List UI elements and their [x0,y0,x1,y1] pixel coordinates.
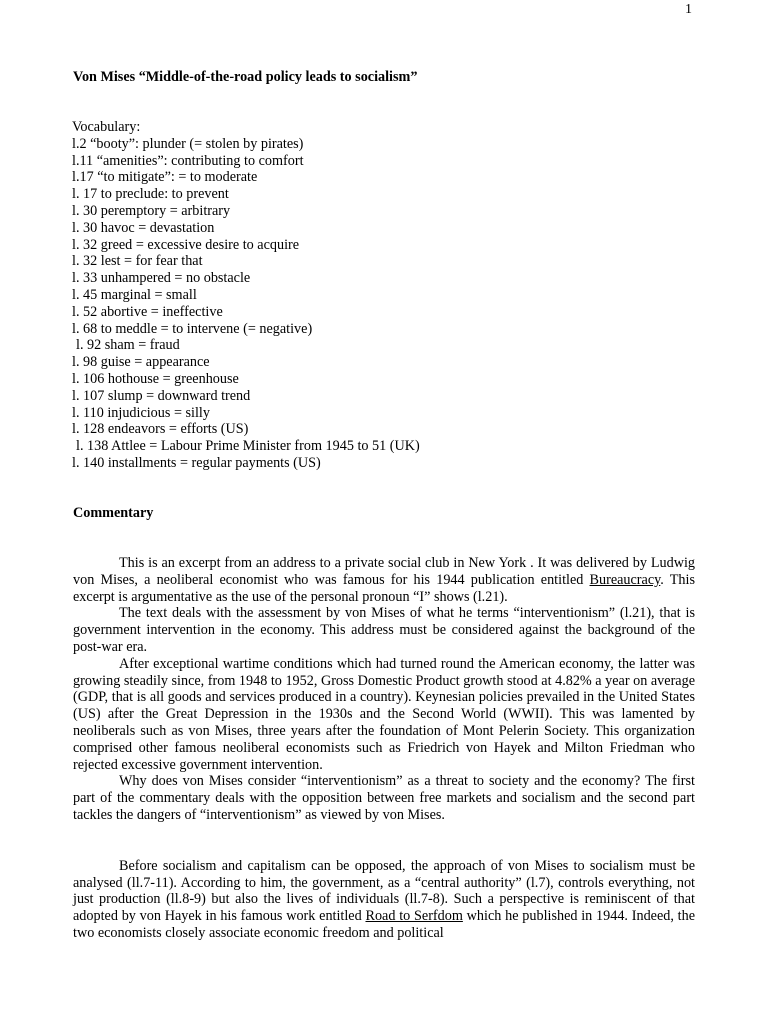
paragraph [73,858,695,942]
vocab-item: l. 52 abortive = ineffective [72,303,223,320]
book-title-bureaucracy: Bureaucracy [589,571,661,588]
vocab-item: l.2 “booty”: plunder (= stolen by pirates) [72,135,304,152]
paragraph-spacer [73,824,695,858]
vocab-item: l. 45 marginal = small [72,286,197,303]
vocab-item: l. 106 hothouse = greenhouse [72,370,239,387]
vocabulary-section [72,119,420,472]
commentary-body [73,555,695,942]
vocab-item: l. 32 lest = for fear that [72,253,203,270]
vocab-item: l. 30 peremptory = arbitrary [72,202,231,219]
vocab-item: l. 140 installments = regular payments (US) [72,454,321,471]
vocab-item: l. 107 slump = downward trend [72,387,251,404]
vocab-item: l. 17 to preclude: to prevent [72,186,229,203]
vocab-item: l. 33 unhampered = no obstacle [72,270,251,287]
vocabulary-heading: Vocabulary: [72,119,141,135]
vocab-item: l.17 “to mitigate”: = to moderate [72,169,258,186]
vocab-item: l. 110 injudicious = silly [72,404,210,421]
vocab-item: l. 128 endeavors = efforts (US) [72,421,249,438]
paragraph: The text deals with the assessment by von Mises of what he terms “interventionism” (l.21), that is government intervention in the economy. This address must be considered against the background of the post-war era. [73,605,695,655]
paragraph: Why does von Mises consider “interventionism” as a threat to society and the economy? The first part of the commentary deals with the opposition between free markets and socialism and the second part tackles the dangers of “interventionism” as viewed by von Mises. [73,773,695,823]
paragraph: After exceptional wartime conditions which had turned round the American economy, the latter was growing steadily since, from 1948 to 1952, Gross Domestic Product growth stood at 4.82% a year on average (GDP, that is all goods and services produced in a country). Keynesian policies prevailed in the United States (US) after the Great Depression in the 1930s and the Second World (WWII). This was lamented by neoliberals such as von Mises, three years after the foundation of Mont Pelerin Society. This organization comprised other famous neoliberal economists such as Friedrich von Hayek and Milton Friedman who rejected excessive government intervention. [73,655,695,773]
book-title-road-to-serfdom: Road to Serfdom [365,908,463,925]
commentary-heading: Commentary [73,505,154,521]
vocab-item: l. 92 sham = fraud [76,337,180,354]
vocab-item: l. 32 greed = excessive desire to acquire [72,236,300,253]
paragraph-text: This is an excerpt from an address to a private social club in New York . It was delivered by Ludwig von Mises, a neoliberal economist who was famous for his 1944 publication entitled [73,555,695,588]
vocab-item: l. 138 Attlee = Labour Prime Minister from 1945 to 51 (UK) [76,438,420,455]
paragraph-text: which he published in 1944. Indeed, the two economists closely associate economic freedom and political [73,908,696,941]
vocab-item: l. 98 guise = appearance [72,354,210,371]
document-title: Von Mises “Middle-of-the-road policy leads to socialism” [73,69,418,85]
vocab-item: l. 30 havoc = devastation [72,219,215,236]
page-number: 1 [685,2,692,17]
paragraph [73,555,695,605]
paragraph-text: . This excerpt is argumentative as the use of the personal pronoun “I” shows (l.21). [73,571,695,605]
vocab-item: l.11 “amenities”: contributing to comfort [72,152,304,169]
vocab-item: l. 68 to meddle = to intervene (= negative) [72,320,313,337]
paragraph-text: Before socialism and capitalism can be opposed, the approach of von Mises to socialism must be analysed (ll.7-11). According to him, the government, as a “central authority” (l.7), controls everything, not just production (ll.8-9) but also the lives of individuals (ll.7-8). Such a perspective is reminiscent of that adopted by von Hayek in his famous work entitled [73,857,695,925]
